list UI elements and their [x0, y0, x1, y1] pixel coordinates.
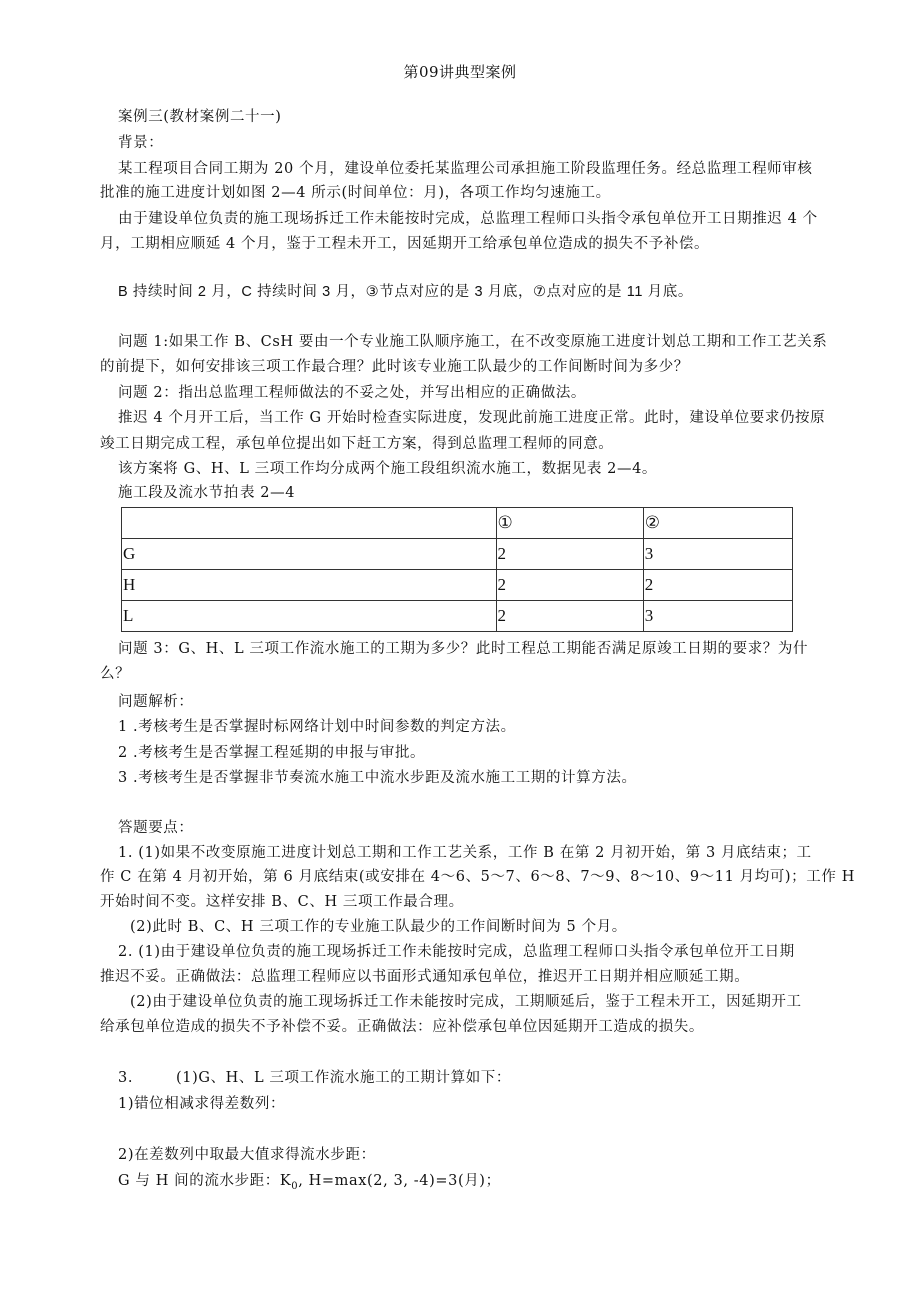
question-3-line-2: 么？: [100, 666, 131, 682]
background-paragraph-2-line-1: 由于建设单位负责的施工现场拆迁工作未能按时完成，总监理工程师口头指令承包单位开工日期推迟 4 个: [118, 211, 818, 227]
gh-step-suffix: , H=max(2, 3, -4)=3(月)；: [298, 1173, 501, 1189]
answer-2-2-line-2: 给承包单位造成的损失不予补偿不妥。正确做法：应补偿承包单位因延期开工造成的损失。: [100, 1019, 704, 1035]
table-cell: L: [122, 601, 497, 632]
delay-paragraph-line-1: 推迟 4 个月开工后，当工作 G 开始时检查实际进度，发现此前施工进度正常。此时，建设单位要求仍按原: [118, 410, 826, 426]
table-cell: 2: [643, 570, 792, 601]
table-header-cell: ②: [643, 508, 792, 539]
delay-paragraph-line-2: 竣工日期完成工程，承包单位提出如下赶工方案，得到总监理工程师的同意。: [100, 436, 614, 452]
background-paragraph-1-line-2: 批准的施工进度计划如图 2—4 所示(时间单位：月)，各项工作均匀速施工。: [100, 185, 611, 201]
question-1-line-1: 问题 1:如果工作 B、CsH 要由一个专业施工队顺序施工，在不改变原施工进度计划总工期和工作工艺关系: [118, 334, 828, 350]
analysis-item: 2 .考核考生是否掌握工程延期的申报与审批。: [118, 745, 426, 761]
table-cell: 3: [643, 601, 792, 632]
analysis-label: 问题解析：: [118, 694, 194, 710]
answer-3-step-2: 2)在差数列中取最大值求得流水步距：: [118, 1147, 376, 1163]
table-row: [122, 601, 793, 632]
answer-1-2: (2)此时 B、C、H 三项工作的专业施工队最少的工作间断时间为 5 个月。: [130, 919, 627, 935]
duration-note: B 持续时间 2 月，C 持续时间 3 月，③节点对应的是 3 月底，⑦点对应的是 11 月底。: [118, 284, 693, 300]
analysis-item: 1 .考核考生是否掌握时标网络计划中时间参数的判定方法。: [118, 719, 516, 735]
plan-paragraph: 该方案将 G、H、L 三项工作均分成两个施工段组织流水施工，数据见表 2—4。: [118, 461, 658, 477]
table-cell: G: [122, 539, 497, 570]
analysis-item: 3 .考核考生是否掌握非节奏流水施工中流水步距及流水施工工期的计算方法。: [118, 770, 637, 786]
background-paragraph-2-line-2: 月，工期相应顺延 4 个月，鉴于工程未开工，因延期开工给承包单位造成的损失不予补偿。: [100, 236, 710, 252]
table-cell: 2: [496, 570, 643, 601]
answer-3-gh-step-distance: [118, 1171, 501, 1197]
background-label: 背景：: [118, 135, 164, 151]
table-header-cell: ①: [496, 508, 643, 539]
table-caption-right: 表 2—4: [240, 485, 296, 501]
answer-label: 答题要点：: [118, 820, 194, 836]
table-header-row: [122, 508, 793, 539]
page-title: 第09讲典型案例: [403, 63, 517, 81]
answer-3-step-1: 1)错位相减求得差数列：: [118, 1096, 286, 1112]
table-row: [122, 539, 793, 570]
table-header-cell: [122, 508, 497, 539]
background-paragraph-1-line-1: 某工程项目合同工期为 20 个月，建设单位委托某监理公司承担施工阶段监理任务。经总监理工程师审核: [118, 161, 813, 177]
question-2: 问题 2：指出总监理工程师做法的不妥之处，并写出相应的正确做法。: [118, 385, 587, 401]
table-cell: H: [122, 570, 497, 601]
table-caption-left: 施工段及流水节拍: [118, 485, 239, 501]
case-heading: 案例三(教材案例二十一): [118, 109, 282, 125]
gh-step-subscript: 0: [291, 1180, 299, 1192]
answer-3-heading: (1)G、H、L 三项工作流水施工的工期计算如下：: [176, 1070, 512, 1086]
table-row: [122, 570, 793, 601]
flow-beat-table: [121, 507, 793, 632]
answer-2-1-line-2: 推迟不妥。正确做法：总监理工程师应以书面形式通知承包单位，推迟开工日期并相应顺延工期。: [100, 969, 750, 985]
answer-2-1-line-1: 2. (1)由于建设单位负责的施工现场拆迁工作未能按时完成，总监理工程师口头指令承包单位开工日期: [118, 944, 795, 960]
answer-3-number: 3.: [118, 1070, 134, 1086]
question-3-line-1: 问题 3：G、H、L 三项工作流水施工的工期为多少？此时工程总工期能否满足原竣工日期的要求？为什: [118, 641, 809, 657]
answer-1-1-line-3: 开始时间不变。这样安排 B、C、H 三项工作最合理。: [100, 894, 464, 910]
question-1-line-2: 的前提下，如何安排该三项工作最合理？此时该专业施工队最少的工作间断时间为多少？: [100, 359, 689, 375]
answer-1-1-line-2: 作 C 在第 4 月初开始，第 6 月底结束(或安排在 4～6、5～7、6～8、7～9、8～10、9～11 月均可)；工作 H: [100, 869, 855, 885]
table-cell: 2: [496, 601, 643, 632]
answer-2-2-line-1: (2)由于建设单位负责的施工现场拆迁工作未能按时完成，工期顺延后，鉴于工程未开工，因延期开工: [130, 994, 802, 1010]
table-cell: 2: [496, 539, 643, 570]
answer-1-1-line-1: 1. (1)如果不改变原施工进度计划总工期和工作工艺关系，工作 B 在第 2 月初开始，第 3 月底结束；工: [118, 845, 812, 861]
table-cell: 3: [643, 539, 792, 570]
gh-step-prefix: G 与 H 间的流水步距：K: [118, 1173, 292, 1189]
